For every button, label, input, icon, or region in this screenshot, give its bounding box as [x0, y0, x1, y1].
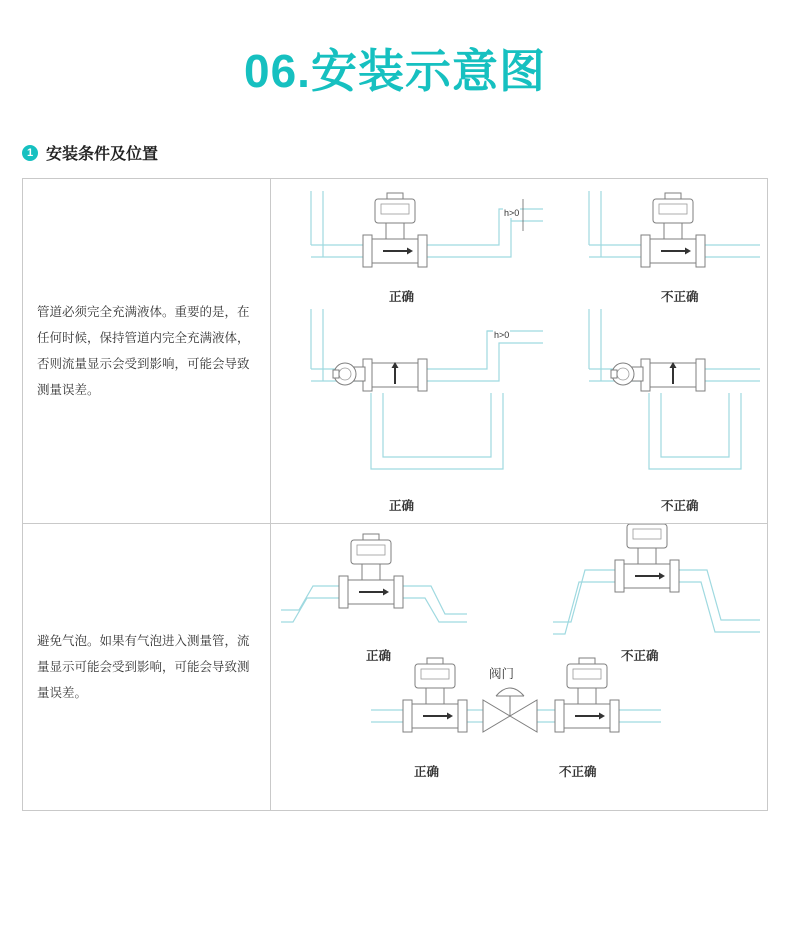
flowmeter-horizontal-1 — [363, 193, 427, 267]
caption-incorrect-bottom: 不正确 — [661, 499, 699, 514]
installation-table — [22, 178, 768, 811]
row-1-description: 管道必须完全充满液体。重要的是，在任何时候，保持管道内完全充满液体，否则流量显示会受到影响，可能会导致测量误差。 — [23, 179, 271, 523]
row-2-figures — [271, 524, 767, 810]
flowmeter-horizontal-3 — [339, 534, 403, 608]
flowmeter-horizontal-4 — [615, 524, 679, 592]
caption-correct-bottom-2: 正确 — [414, 765, 440, 780]
caption-correct-top: 正确 — [389, 290, 415, 305]
section-number-badge: 1 — [22, 145, 38, 161]
flowmeter-sidehead-2 — [611, 359, 705, 391]
table-row — [23, 179, 767, 524]
valve-symbol — [483, 688, 537, 732]
row-1-figures — [271, 179, 767, 523]
caption-incorrect-top-2: 不正确 — [621, 649, 659, 664]
page-title: 06.安装示意图 — [244, 45, 546, 97]
valve-label: 阀门 — [489, 667, 515, 682]
flowmeter-horizontal-5 — [403, 658, 467, 732]
flowmeter-horizontal-6 — [555, 658, 619, 732]
caption-correct-top-2: 正确 — [366, 649, 392, 664]
h-label-top: h>0 — [504, 208, 520, 219]
caption-correct-bottom: 正确 — [389, 499, 415, 514]
table-row — [23, 524, 767, 810]
h-label-bottom: h>0 — [494, 330, 510, 341]
flowmeter-sidehead-1 — [333, 359, 427, 391]
caption-incorrect-bottom-2: 不正确 — [559, 765, 597, 780]
section-header — [22, 141, 790, 164]
flowmeter-horizontal-2 — [641, 193, 705, 267]
row-2-description: 避免气泡。如果有气泡进入测量管，流量显示可能会受到影响，可能会导致测量误差。 — [23, 524, 271, 810]
section-title: 安装条件及位置 — [46, 146, 159, 164]
caption-incorrect-top: 不正确 — [661, 290, 699, 305]
row-1-diagram — [271, 179, 768, 523]
row-2-diagram — [271, 524, 768, 810]
